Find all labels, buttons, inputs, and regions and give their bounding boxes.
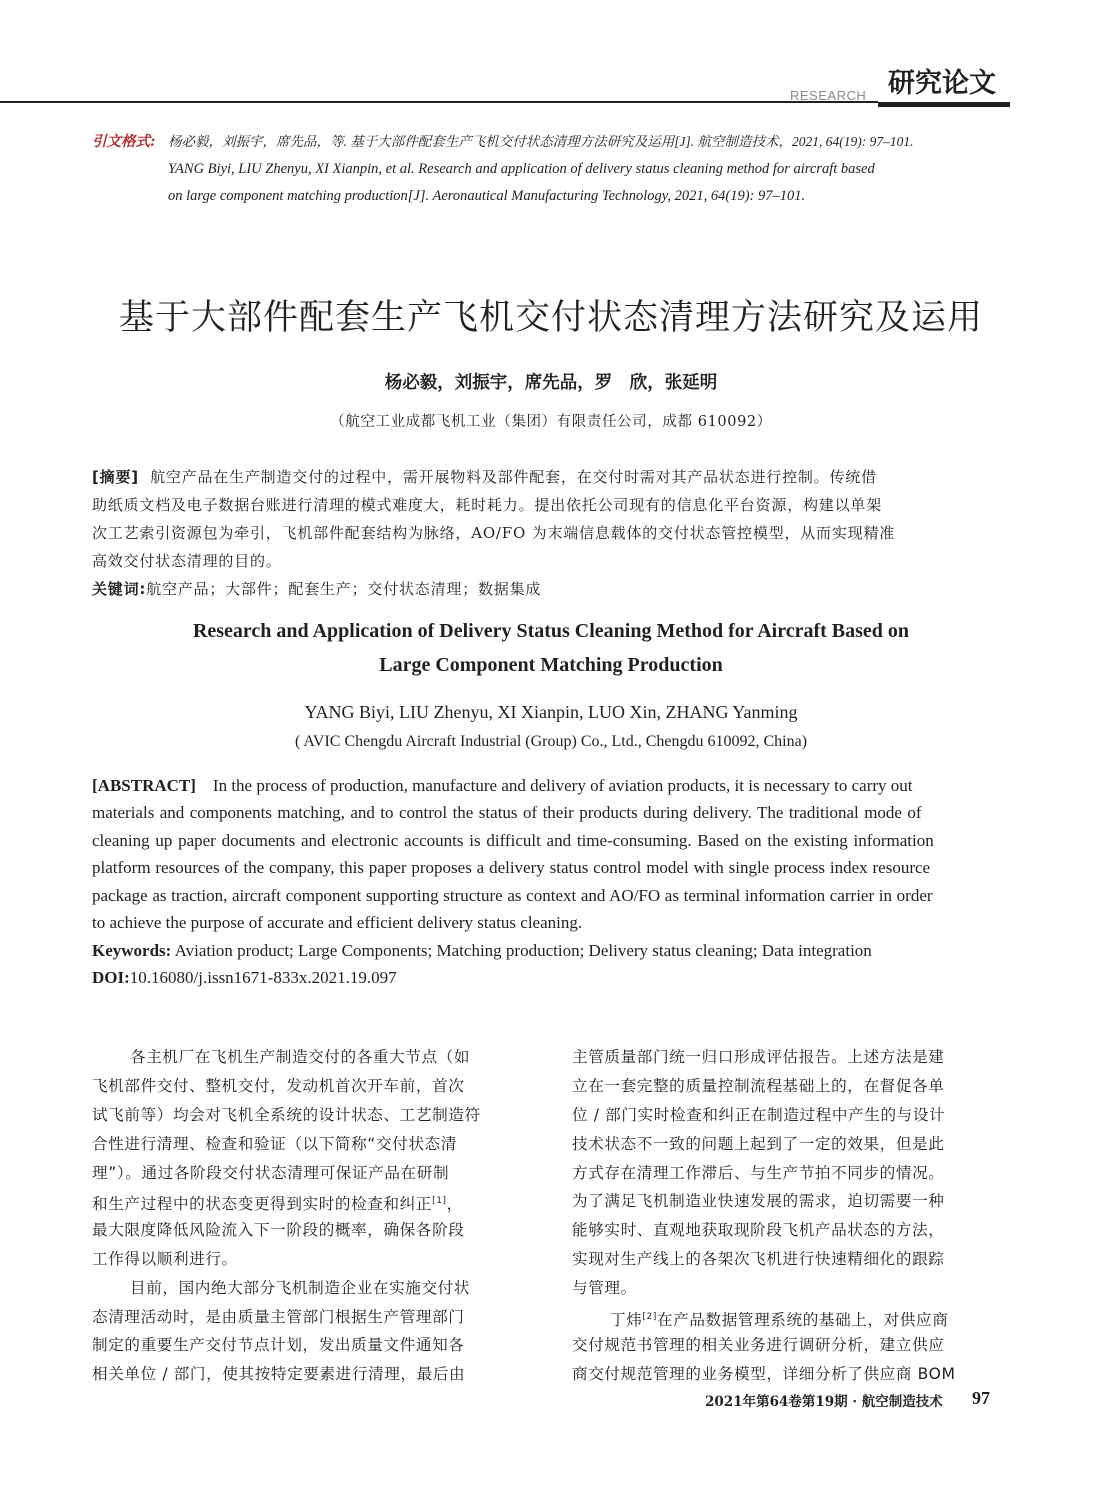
body-right-line11: 交付规范书管理的相关业务进行调研分析，建立供应 xyxy=(572,1336,945,1354)
abstract-zh-label: [摘要] xyxy=(92,468,139,486)
citation-en-line1: YANG Biyi, LIU Zhenyu, XI Xianpin, et al. Research and application of delivery status cleaning method for aircraft based xyxy=(168,161,875,177)
body-left-line10: 态清理活动时，是由质量主管部门根据生产管理部门 xyxy=(92,1308,465,1326)
body-left-line7: 最大限度降低风险流入下一阶段的概率，确保各阶段 xyxy=(92,1221,465,1239)
abstract-zh-line1: [摘要] 航空产品在生产制造交付的过程中，需开展物料及部件配套，在交付时需对其产品状态进行控制。传统借 xyxy=(92,468,877,486)
affiliation-zh: （航空工业成都飞机工业（集团）有限责任公司，成都 610092） xyxy=(330,414,772,430)
section-title: 研究论文 xyxy=(878,64,1020,104)
abstract-en-line1: [ABSTRACT] In the process of production, manufacture and delivery of aviation products, it is necessary to carry out xyxy=(92,776,913,795)
keywords-zh-label: 关键词: xyxy=(92,580,147,598)
authors-en: YANG Biyi, LIU Zhenyu, XI Xianpin, LUO Xin, ZHANG Yanming xyxy=(304,702,798,722)
section-title-underline xyxy=(878,102,1010,107)
abstract-en-line4: platform resources of the company, this paper proposes a delivery status control model with single process index resource xyxy=(92,858,931,877)
body-left-line9: 目前，国内绝大部分飞机制造企业在实施交付状 xyxy=(130,1279,471,1297)
body-right-line9: 与管理。 xyxy=(572,1279,637,1297)
citation-ref-1[interactable]: [1] xyxy=(432,1196,447,1206)
body-right-line8: 实现对生产线上的各架次飞机进行快速精细化的跟踪 xyxy=(572,1250,945,1268)
doi-label: DOI: xyxy=(92,968,130,987)
body-left-line2: 飞机部件交付、整机交付，发动机首次开车前，首次 xyxy=(92,1077,465,1095)
abstract-en-line2: materials and components matching, and to control the status of their products during delivery. The traditional mode of xyxy=(92,803,922,822)
body-left-line3: 试飞前等）均会对飞机全系统的设计状态、工艺制造符 xyxy=(92,1106,481,1124)
body-right-line10: 丁炜[2]在产品数据管理系统的基础上，对供应商 xyxy=(610,1311,949,1330)
body-left-line1: 各主机厂在飞机生产制造交付的各重大节点（如 xyxy=(130,1048,471,1066)
body-right-line5: 方式存在清理工作滞后、与生产节拍不同步的情况。 xyxy=(572,1164,945,1182)
paper-title-en-line1: Research and Application of Delivery Status Cleaning Method for Aircraft Based on xyxy=(192,620,910,642)
abstract-zh-line4: 高效交付状态清理的目的。 xyxy=(92,552,282,570)
body-right-line7: 能够实时、直观地获取现阶段飞机产品状态的方法， xyxy=(572,1221,945,1239)
body-left-line11: 制定的重要生产交付节点计划，发出质量文件通知各 xyxy=(92,1336,465,1354)
abstract-zh-line2: 助纸质文档及电子数据台账进行清理的模式难度大，耗时耗力。提出依托公司现有的信息化平台资源，构建以单架 xyxy=(92,496,883,514)
abstract-en-label: [ABSTRACT] xyxy=(92,776,196,795)
abstract-en-line3: cleaning up paper documents and electronic accounts is difficult and time-consuming. Based on the existing information xyxy=(92,831,934,850)
research-label: RESEARCH xyxy=(790,88,867,103)
body-right-line4: 技术状态不一致的问题上起到了一定的效果，但是此 xyxy=(572,1135,945,1153)
abstract-en-line6: to achieve the purpose of accurate and efficient delivery status cleaning. xyxy=(92,913,583,932)
page-number: 97 xyxy=(972,1388,990,1408)
doi: DOI:10.16080/j.issn1671-833x.2021.19.097 xyxy=(92,968,397,987)
citation-ref-2[interactable]: [2] xyxy=(642,1312,657,1322)
keywords-en: Keywords: Aviation product; Large Components; Matching production; Delivery status cleaning; Data integration xyxy=(92,941,872,960)
body-left-line4: 合性进行清理、检查和验证（以下简称“交付状态清 xyxy=(92,1135,457,1153)
citation-en-line2: on large component matching production[J]. Aeronautical Manufacturing Technology, 2021, 64(19): 97–101. xyxy=(168,188,806,204)
body-right-line3: 位 / 部门实时检查和纠正在制造过程中产生的与设计 xyxy=(572,1106,946,1124)
body-left-line6: 和生产过程中的状态变更得到实时的检查和纠正[1]， xyxy=(92,1195,463,1214)
paper-title-zh: 基于大部件配套生产飞机交付状态清理方法研究及运用 xyxy=(118,298,983,338)
footer-journal: 2021年第64卷第19期 · 航空制造技术 xyxy=(705,1394,943,1410)
paper-title-en-line2: Large Component Matching Production xyxy=(379,654,723,676)
body-right-line2: 立在一套完整的质量控制流程基础上的，在督促各单 xyxy=(572,1077,945,1095)
keywords-zh: 关键词:航空产品；大部件；配套生产；交付状态清理；数据集成 xyxy=(92,580,542,598)
body-left-line8: 工作得以顺利进行。 xyxy=(92,1250,238,1268)
abstract-zh-line3: 次工艺索引资源包为牵引，飞机部件配套结构为脉络，AO/FO 为末端信息载体的交付状态管控模型，从而实现精准 xyxy=(92,524,896,542)
keywords-en-label: Keywords: xyxy=(92,941,172,960)
abstract-en-line5: package as traction, aircraft component supporting structure as context and AO/FO as terminal information carrier in order xyxy=(92,886,933,905)
authors-zh: 杨必毅，刘振宇，席先品，罗 欣，张延明 xyxy=(384,373,718,393)
body-right-line12: 商交付规范管理的业务模型，详细分析了供应商 BOM xyxy=(572,1365,956,1383)
citation-label: 引文格式: xyxy=(92,133,156,150)
body-left-line5: 理”）。通过各阶段交付状态清理可保证产品在研制 xyxy=(92,1164,450,1182)
citation-zh: 杨必毅，刘振宇，席先品，等. 基于大部件配套生产飞机交付状态清理方法研究及运用[J]. 航空制造技术，2021, 64(19): 97–101. xyxy=(168,134,914,149)
affiliation-en: ( AVIC Chengdu Aircraft Industrial (Group) Co., Ltd., Chengdu 610092, China) xyxy=(294,733,808,750)
body-right-line6: 为了满足飞机制造业快速发展的需求，迫切需要一种 xyxy=(572,1192,945,1210)
body-left-line12: 相关单位 / 部门，使其按特定要素进行清理，最后由 xyxy=(92,1365,466,1383)
body-right-line1: 主管质量部门统一归口形成评估报告。上述方法是建 xyxy=(572,1048,945,1066)
